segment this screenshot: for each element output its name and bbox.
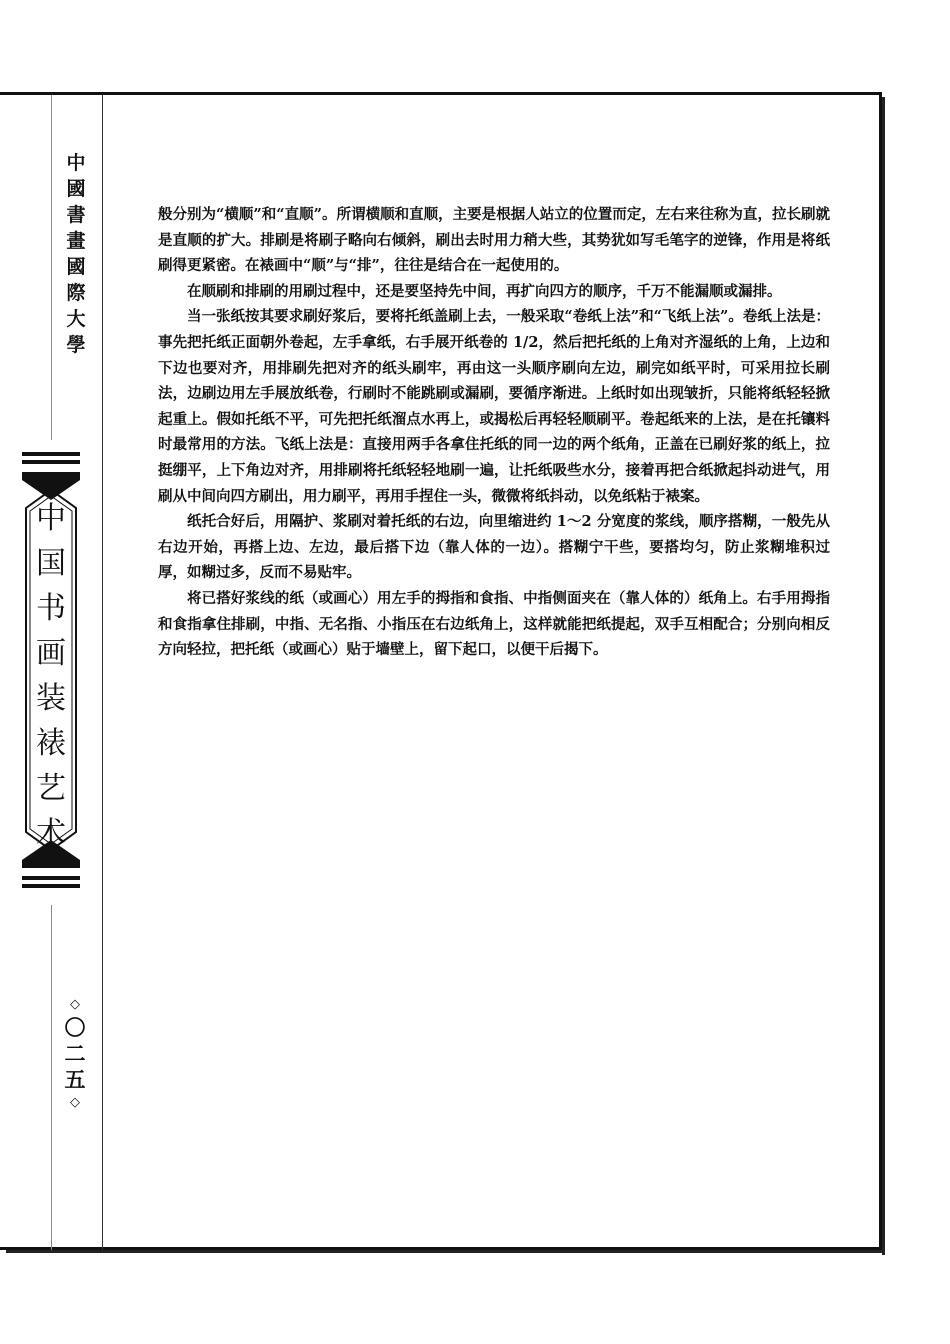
page-number xyxy=(64,995,86,1113)
emblem-bar xyxy=(22,460,80,464)
emblem-bar xyxy=(22,884,80,888)
header-char: 國 xyxy=(66,256,86,278)
page-number-digit: 二 xyxy=(64,1041,86,1066)
header-char: 書 xyxy=(66,204,86,226)
emblem-bar xyxy=(22,452,80,456)
emblem-char: 术 xyxy=(36,816,66,851)
header-char: 國 xyxy=(66,178,86,200)
header-char: 中 xyxy=(66,152,86,174)
emblem-char: 艺 xyxy=(36,771,66,806)
body-text xyxy=(158,202,830,663)
header-char: 學 xyxy=(66,334,86,356)
sidebar-thin-line xyxy=(51,905,52,1250)
emblem-char: 裱 xyxy=(36,726,66,761)
frame-shadow xyxy=(6,1250,885,1253)
diamond-icon: ◇ xyxy=(70,1095,80,1110)
emblem-char: 书 xyxy=(36,591,66,626)
diamond-icon: ◇ xyxy=(70,997,80,1012)
emblem-char: 中 xyxy=(36,501,66,536)
emblem-bar xyxy=(22,876,80,880)
emblem-char: 装 xyxy=(36,681,66,716)
paragraph: 纸托合好后，用隔护、浆刷对着托纸的右边，向里缩进约 1～2 分宽度的浆线，顺序搭糊，一般先从右边开始，再搭上边、左边，最后搭下边（靠人体的一边）。搭糊宁干些，要搭均匀，防止浆糊堆积过厚，如糊过多，反而不易贴牢。 xyxy=(158,513,830,582)
emblem-char: 国 xyxy=(36,546,66,581)
header-char: 際 xyxy=(66,282,86,304)
book-title-emblem xyxy=(22,452,80,888)
header-char: 大 xyxy=(66,308,86,330)
paragraph: 将已搭好浆线的纸（或画心）用左手的拇指和食指、中指侧面夹在（靠人体的）纸角上。右手用拇指和食指拿住排刷，中指、无名指、小指压在右边纸角上，这样就能把纸提起，双手互相配合；分别向相反方向轻拉，把托纸（或画心）贴于墙壁上，留下起口，以便干后揭下。 xyxy=(158,589,830,659)
vertical-header-title xyxy=(64,150,88,358)
page-number-digit: 五 xyxy=(64,1067,86,1092)
paragraph: 在顺刷和排刷的用刷过程中，还是要坚持先中间，再扩向四方的顺序，千万不能漏顺或漏排。 xyxy=(187,282,782,300)
paragraph: 般分别为“横顺”和“直顺”。所谓横顺和直顺，主要是根据人站立的位置而定，左右来往称为直，拉长刷就是直顺的扩大。排刷是将刷子略向右倾斜，刷出去时用力稍大些，其势犹如写毛笔字的逆锋，作用是将纸刷得更紧密。在裱画中“顺”与“排”，往往是结合在一起使用的。 xyxy=(158,206,830,275)
frame-shadow xyxy=(882,97,885,1255)
header-char: 畫 xyxy=(66,230,86,252)
paragraph: 当一张纸按其要求刷好浆后，要将托纸盖刷上去，一般采取“卷纸上法”和“飞纸上法”。卷纸上法是：事先把托纸正面朝外卷起，左手拿纸，右手展开纸卷的 1/2，然后把托纸的上角对齐湿纸的上角，上边和下边也要对齐，用排刷先把对齐的纸头刷牢，再由这一头顺序刷向左边，刷完如纸平时，可采用拉长刷法，边刷边用左手展放纸卷，行刷时不能跳刷或漏刷，要循序渐进。上纸时如出现皱折，只能将纸轻轻掀起重上。假如托纸不平，可先把托纸溜点水再上，或揭松后再轻轻顺刷平。卷起纸来的上法，是在托镶料时最常用的方法。飞纸上法是：直接用两手各拿住托纸的同一边的两个纸角，正盖在已刷好浆的纸上，拉挺绷平，上下角边对齐，用排刷将托纸轻轻地刷一遍，让托纸吸些水分，接着再把合纸掀起抖动进气，用刷从中间向四方刷出，用力刷平，再用手捏住一头，微微将纸抖动，以免纸粘于裱案。 xyxy=(158,308,830,505)
emblem-char: 画 xyxy=(36,636,66,671)
emblem-title xyxy=(22,496,80,856)
sidebar-divider xyxy=(102,95,103,1250)
sidebar-thin-line xyxy=(51,95,52,440)
page-number-digit: 〇 xyxy=(64,1015,86,1040)
